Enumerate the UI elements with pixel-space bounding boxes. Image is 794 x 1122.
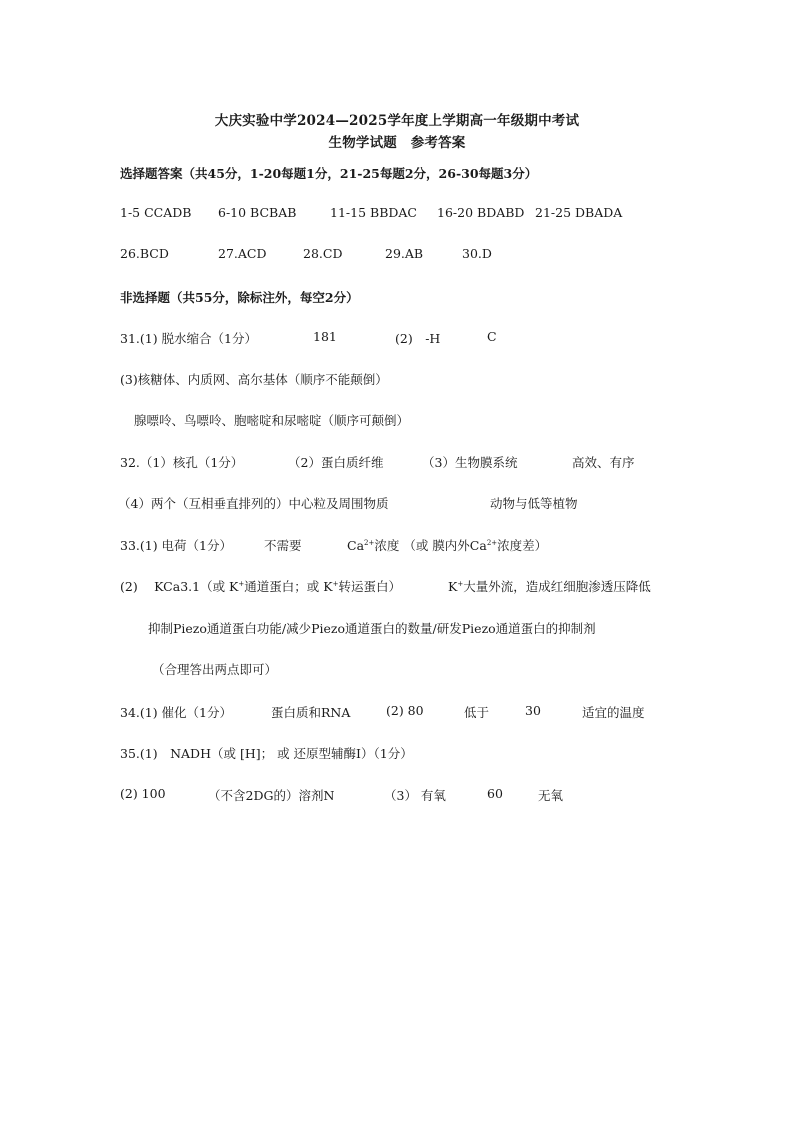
choice-answer-26: 26.BCD bbox=[120, 246, 169, 261]
q34-part2: (2) 80 bbox=[386, 703, 424, 718]
q33-part2-measures: 抑制Piezo通道蛋白功能/减少Piezo通道蛋白的数量/研发Piezo通道蛋白的抑制剂 bbox=[148, 621, 596, 636]
q35-part3-value: 60 bbox=[487, 786, 503, 801]
q33-part1: 33.(1) 电荷（1分） bbox=[120, 538, 233, 553]
q35-part3-condition: 无氧 bbox=[538, 788, 564, 803]
q32-part2: （2）蛋白质纤维 bbox=[288, 455, 384, 470]
q34-part2-condition: 适宜的温度 bbox=[582, 705, 645, 720]
nonchoice-heading: 非选择题（共55分，除标注外，每空2分） bbox=[120, 290, 359, 305]
choice-answer-29: 29.AB bbox=[385, 246, 424, 261]
q32-part3-answer: 高效、有序 bbox=[572, 455, 635, 470]
choice-answer-11-15: 11-15 BBDAC bbox=[330, 205, 417, 220]
choice-answer-6-10: 6-10 BCBAB bbox=[218, 205, 297, 220]
document-subtitle: 生物学试题 参考答案 bbox=[328, 135, 466, 151]
choice-answer-16-20: 16-20 BDABD bbox=[437, 205, 525, 220]
q33-part2-effect: K+大量外流，造成红细胞渗透压降低 bbox=[448, 579, 651, 594]
choice-answer-28: 28.CD bbox=[303, 246, 343, 261]
q32-part4-answer: 动物与低等植物 bbox=[490, 496, 578, 511]
q34-part2-lower: 低于 bbox=[464, 705, 490, 720]
q31-part1-number: 181 bbox=[313, 329, 337, 344]
q32-part1: 32.（1）核孔（1分） bbox=[120, 455, 244, 470]
choice-heading: 选择题答案（共45分，1-20每题1分，21-25每题2分，26-30每题3分） bbox=[120, 166, 538, 181]
choice-answer-21-25: 21-25 DBADA bbox=[535, 205, 623, 220]
q35-part2: (2) 100 bbox=[120, 786, 166, 801]
q31-part2-answer: C bbox=[487, 329, 497, 344]
q34-part1: 34.(1) 催化（1分） bbox=[120, 705, 233, 720]
q34-part1-answer: 蛋白质和RNA bbox=[271, 705, 351, 720]
q33-part1-calcium: $Ca^{2+}$浓度 （或 膜内外$Ca^{2+}$浓度差） bbox=[347, 538, 548, 553]
q31-part3: (3)核糖体、内质网、高尔基体（顺序不能颠倒） bbox=[120, 372, 388, 387]
document-title: 大庆实验中学2024—2025学年度上学期高一年级期中考试 bbox=[214, 113, 580, 129]
q34-part2-temp: 30 bbox=[525, 703, 541, 718]
q35-part3: （3） 有氧 bbox=[384, 788, 446, 803]
choice-answer-1-5: 1-5 CCADB bbox=[120, 205, 192, 220]
q31-part3-bases: 腺嘌呤、鸟嘌呤、胞嘧啶和尿嘧啶（顺序可颠倒） bbox=[134, 413, 410, 428]
q33-part2-note: （合理答出两点即可） bbox=[152, 662, 278, 677]
q32-part4: （4）两个（互相垂直排列的）中心粒及周围物质 bbox=[118, 496, 389, 511]
q33-part2-channel: (2) KCa3.1（或 K+通道蛋白；或 K+转运蛋白） bbox=[120, 579, 401, 594]
q32-part3: （3）生物膜系统 bbox=[422, 455, 518, 470]
q35-part2-solvent: （不含2DG的）溶剂N bbox=[208, 788, 335, 803]
choice-answer-27: 27.ACD bbox=[218, 246, 267, 261]
choice-answer-30: 30.D bbox=[462, 246, 492, 261]
q35-part1: 35.(1) NADH（或 [H]； 或 还原型辅酶Ⅰ）（1分） bbox=[120, 746, 413, 761]
q33-part1-answer: 不需要 bbox=[264, 538, 302, 553]
q31-part1: 31.(1) 脱水缩合（1分） bbox=[120, 331, 258, 346]
q31-part2: (2) -H bbox=[395, 331, 441, 346]
